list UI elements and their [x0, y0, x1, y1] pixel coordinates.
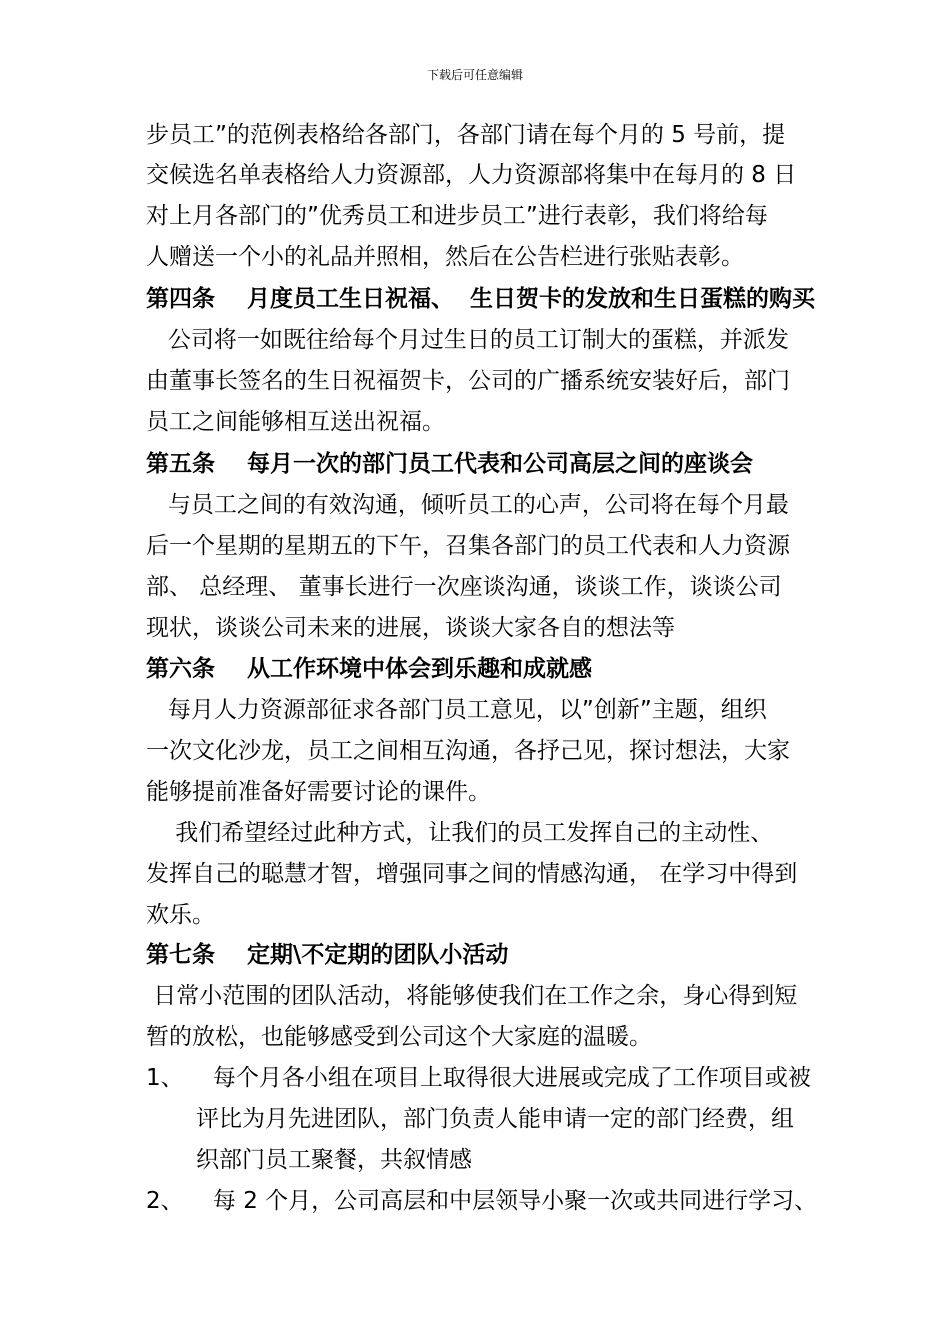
- paragraph-line: 对上月各部门的”优秀员工和进步员工”进行表彰，我们将给每: [146, 203, 768, 229]
- paragraph-line: 1、 每个月各小组在项目上取得很大进展或完成了工作项目或被: [146, 1065, 811, 1091]
- paragraph-line: 织部门员工聚餐，共叙情感: [196, 1147, 472, 1173]
- paragraph-line: 现状，谈谈公司未来的进展，谈谈大家各自的想法等: [146, 615, 675, 641]
- paragraph-line: 一次文化沙龙，员工之间相互沟通，各抒己见，探讨想法，大家: [146, 738, 790, 764]
- paragraph-line: 交候选名单表格给人力资源部，人力资源部将集中在每月的 8 日: [146, 162, 797, 188]
- section-heading: 第四条 月度员工生日祝福、 生日贺卡的发放和生日蛋糕的购买: [146, 286, 816, 312]
- paragraph-line: 步员工”的范例表格给各部门，各部门请在每个月的 5 号前，提: [146, 122, 786, 148]
- paragraph-line: 2、 每 2 个月，公司高层和中层领导小聚一次或共同进行学习、: [146, 1188, 818, 1214]
- paragraph-line: 员工之间能够相互送出祝福。: [146, 409, 445, 435]
- paragraph-line: 发挥自己的聪慧才智，增强同事之间的情感沟通， 在学习中得到: [146, 861, 798, 887]
- section-heading: 第六条 从工作环境中体会到乐趣和成就感: [146, 656, 593, 682]
- page-header: 下载后可任意编辑: [426, 68, 523, 82]
- paragraph-line: 公司将一如既往给每个月过生日的员工订制大的蛋糕，并派发: [146, 327, 789, 353]
- paragraph-line: 评比为月先进团队，部门负责人能申请一定的部门经费，组: [196, 1106, 794, 1132]
- section-heading: 第七条 定期\不定期的团队小活动: [146, 942, 509, 968]
- paragraph-line: 欢乐。: [146, 902, 215, 928]
- paragraph-line: 由董事长签名的生日祝福贺卡，公司的广播系统安装好后，部门: [146, 368, 790, 394]
- paragraph-line: 部、 总经理、 董事长进行一次座谈沟通，谈谈工作，谈谈公司: [146, 574, 782, 600]
- paragraph-line: 日常小范围的团队活动，将能够使我们在工作之余，身心得到短: [146, 983, 798, 1009]
- paragraph-line: 后一个星期的星期五的下午，召集各部门的员工代表和人力资源: [146, 533, 790, 559]
- paragraph-line: 能够提前准备好需要讨论的课件。: [146, 779, 491, 805]
- paragraph-line: 每月人力资源部征求各部门员工意见，以”创新”主题，组织: [146, 697, 767, 723]
- paragraph-line: 暂的放松，也能够感受到公司这个大家庭的温暖。: [146, 1024, 652, 1050]
- paragraph-line: 我们希望经过此种方式，让我们的员工发挥自己的主动性、: [146, 820, 774, 846]
- paragraph-line: 与员工之间的有效沟通，倾听员工的心声，公司将在每个月最: [146, 492, 789, 518]
- paragraph-line: 人赠送一个小的礼品并照相，然后在公告栏进行张贴表彰。: [146, 244, 744, 270]
- section-heading: 第五条 每月一次的部门员工代表和公司高层之间的座谈会: [146, 451, 754, 477]
